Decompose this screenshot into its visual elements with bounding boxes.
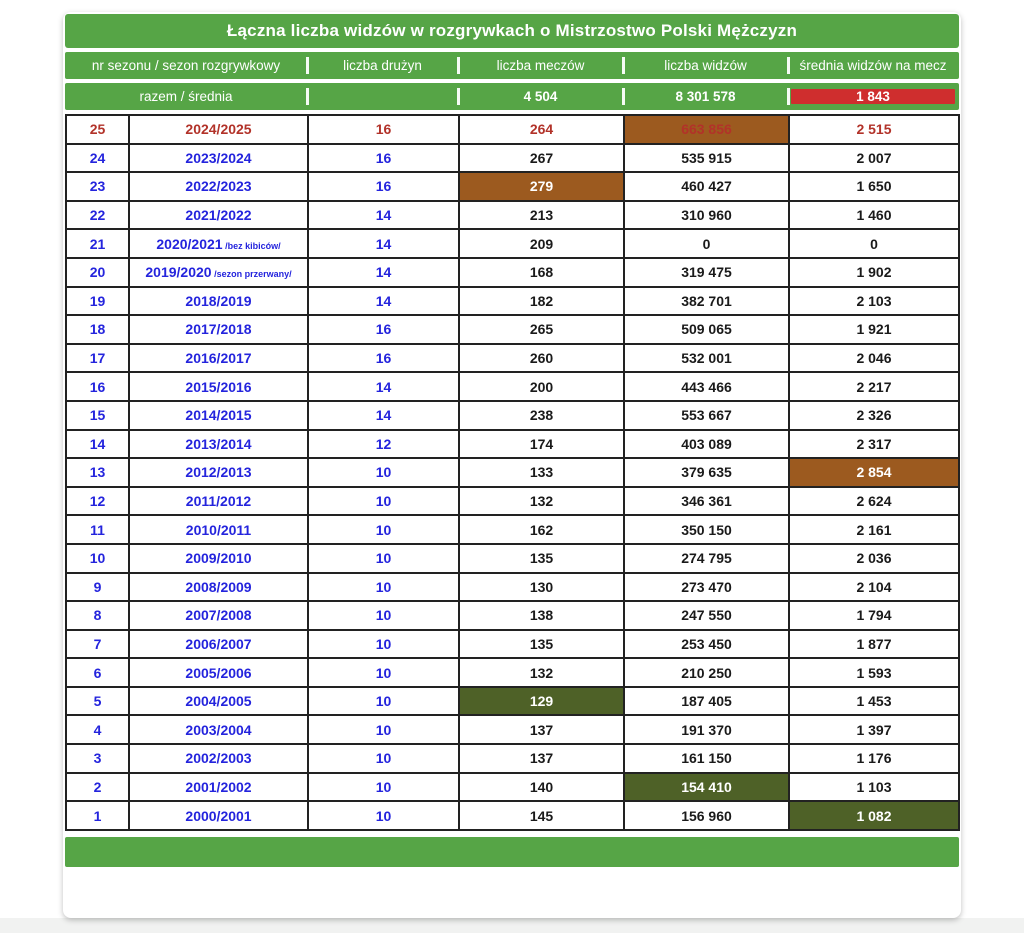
cell-teams: 12 [308, 430, 459, 459]
cell-season[interactable]: 2001/2002 [129, 773, 308, 802]
cell-avg: 1 902 [789, 258, 959, 287]
cell-teams: 10 [308, 601, 459, 630]
summary-teams [307, 83, 458, 110]
cell-season[interactable]: 2003/2004 [129, 715, 308, 744]
cell-avg: 1 794 [789, 601, 959, 630]
cell-nr[interactable]: 18 [66, 315, 129, 344]
cell-season[interactable]: 2018/2019 [129, 287, 308, 316]
cell-avg: 2 854 [789, 458, 959, 487]
cell-avg: 1 397 [789, 715, 959, 744]
cell-viewers: 553 667 [624, 401, 789, 430]
season-note: /bez kibiców/ [222, 240, 281, 251]
cell-nr[interactable]: 25 [66, 115, 129, 144]
cell-teams: 10 [308, 801, 459, 830]
table-row [66, 258, 959, 287]
cell-season[interactable]: 2002/2003 [129, 744, 308, 773]
table-title [65, 14, 959, 48]
cell-nr[interactable]: 19 [66, 287, 129, 316]
cell-teams: 14 [308, 201, 459, 230]
cell-nr[interactable]: 24 [66, 144, 129, 173]
cell-matches: 168 [459, 258, 624, 287]
cell-season[interactable]: 2005/2006 [129, 658, 308, 687]
cell-nr[interactable]: 4 [66, 715, 129, 744]
cell-season[interactable]: 2011/2012 [129, 487, 308, 516]
cell-nr[interactable]: 6 [66, 658, 129, 687]
cell-nr[interactable]: 8 [66, 601, 129, 630]
cell-season[interactable]: 2023/2024 [129, 144, 308, 173]
footer-bar [65, 837, 959, 867]
cell-viewers: 535 915 [624, 144, 789, 173]
cell-nr[interactable]: 22 [66, 201, 129, 230]
cell-season[interactable]: 2000/2001 [129, 801, 308, 830]
table-row [66, 372, 959, 401]
cell-season[interactable]: 2021/2022 [129, 201, 308, 230]
cell-teams: 10 [308, 658, 459, 687]
cell-nr[interactable]: 13 [66, 458, 129, 487]
cell-matches: 137 [459, 744, 624, 773]
cell-season[interactable]: 2015/2016 [129, 372, 308, 401]
cell-matches: 238 [459, 401, 624, 430]
cell-avg: 1 176 [789, 744, 959, 773]
cell-teams: 14 [308, 372, 459, 401]
table-row [66, 430, 959, 459]
cell-avg: 1 650 [789, 172, 959, 201]
cell-matches: 130 [459, 573, 624, 602]
season-label: 2019/2020 [145, 264, 212, 281]
cell-season[interactable]: 2024/2025 [129, 115, 308, 144]
cell-teams: 10 [308, 630, 459, 659]
cell-viewers: 191 370 [624, 715, 789, 744]
cell-season[interactable]: 2022/2023 [129, 172, 308, 201]
cell-teams: 16 [308, 344, 459, 373]
cell-nr[interactable]: 16 [66, 372, 129, 401]
cell-teams: 14 [308, 401, 459, 430]
cell-season[interactable] [129, 229, 308, 258]
cell-nr[interactable]: 21 [66, 229, 129, 258]
cell-viewers: 247 550 [624, 601, 789, 630]
table-row [66, 573, 959, 602]
cell-viewers: 187 405 [624, 687, 789, 716]
cell-teams: 10 [308, 687, 459, 716]
table-row [66, 687, 959, 716]
cell-matches: 137 [459, 715, 624, 744]
table-row [66, 487, 959, 516]
summary-row [65, 83, 959, 110]
table-row [66, 458, 959, 487]
cell-avg: 1 877 [789, 630, 959, 659]
cell-nr[interactable]: 9 [66, 573, 129, 602]
column-header-row [65, 52, 959, 79]
table-row [66, 544, 959, 573]
cell-matches: 135 [459, 544, 624, 573]
cell-nr[interactable]: 2 [66, 773, 129, 802]
cell-matches: 279 [459, 172, 624, 201]
cell-season[interactable]: 2013/2014 [129, 430, 308, 459]
cell-avg: 2 326 [789, 401, 959, 430]
cell-matches: 162 [459, 515, 624, 544]
table-row [66, 515, 959, 544]
cell-teams: 10 [308, 487, 459, 516]
cell-season[interactable]: 2010/2011 [129, 515, 308, 544]
cell-nr[interactable]: 14 [66, 430, 129, 459]
table-row [66, 801, 959, 830]
cell-season[interactable]: 2012/2013 [129, 458, 308, 487]
cell-matches: 260 [459, 344, 624, 373]
cell-avg: 2 104 [789, 573, 959, 602]
cell-viewers: 0 [624, 229, 789, 258]
cell-teams: 10 [308, 544, 459, 573]
cell-avg: 2 515 [789, 115, 959, 144]
table-row [66, 658, 959, 687]
cell-avg: 1 921 [789, 315, 959, 344]
header-teams: liczba drużyn [307, 52, 458, 79]
cell-avg: 2 007 [789, 144, 959, 173]
cell-avg: 1 082 [789, 801, 959, 830]
cell-avg: 2 624 [789, 487, 959, 516]
cell-matches: 135 [459, 630, 624, 659]
attendance-table-card [63, 12, 961, 918]
summary-avg-cell [788, 83, 958, 110]
cell-teams: 10 [308, 458, 459, 487]
header-season-group: nr sezonu / sezon rozgrywkowy [91, 58, 281, 73]
cell-teams: 10 [308, 715, 459, 744]
cell-teams: 14 [308, 287, 459, 316]
cell-season[interactable]: 2014/2015 [129, 401, 308, 430]
cell-avg: 2 161 [789, 515, 959, 544]
cell-viewers: 319 475 [624, 258, 789, 287]
cell-avg: 1 460 [789, 201, 959, 230]
header-viewers: liczba widzów [623, 52, 788, 79]
cell-viewers: 350 150 [624, 515, 789, 544]
table-row [66, 630, 959, 659]
cell-matches: 132 [459, 658, 624, 687]
table-row [66, 601, 959, 630]
cell-nr[interactable]: 5 [66, 687, 129, 716]
cell-season[interactable] [129, 258, 308, 287]
cell-matches: 133 [459, 458, 624, 487]
cell-avg: 1 103 [789, 773, 959, 802]
cell-nr[interactable]: 11 [66, 515, 129, 544]
cell-viewers: 310 960 [624, 201, 789, 230]
table-row [66, 773, 959, 802]
cell-season[interactable]: 2016/2017 [129, 344, 308, 373]
season-label: 2020/2021 [156, 235, 223, 252]
cell-viewers: 663 856 [624, 115, 789, 144]
cell-viewers: 161 150 [624, 744, 789, 773]
cell-avg: 1 593 [789, 658, 959, 687]
cell-teams: 16 [308, 115, 459, 144]
cell-avg: 2 046 [789, 344, 959, 373]
cell-matches: 174 [459, 430, 624, 459]
table-row [66, 172, 959, 201]
cell-matches: 138 [459, 601, 624, 630]
season-table [65, 114, 960, 831]
cell-matches: 267 [459, 144, 624, 173]
cell-season[interactable]: 2008/2009 [129, 573, 308, 602]
cell-viewers: 210 250 [624, 658, 789, 687]
cell-teams: 10 [308, 744, 459, 773]
cell-nr[interactable]: 12 [66, 487, 129, 516]
table-row [66, 315, 959, 344]
table-row [66, 229, 959, 258]
cell-viewers: 460 427 [624, 172, 789, 201]
cell-matches: 265 [459, 315, 624, 344]
cell-viewers: 532 001 [624, 344, 789, 373]
page-bottom-strip [0, 918, 1024, 933]
cell-viewers: 382 701 [624, 287, 789, 316]
season-table-body [66, 115, 959, 830]
cell-matches: 200 [459, 372, 624, 401]
cell-viewers: 154 410 [624, 773, 789, 802]
cell-viewers: 156 960 [624, 801, 789, 830]
cell-teams: 10 [308, 573, 459, 602]
header-avg: średnia widzów na mecz [788, 52, 958, 79]
cell-nr[interactable]: 17 [66, 344, 129, 373]
cell-avg: 2 103 [789, 287, 959, 316]
table-row [66, 144, 959, 173]
cell-nr[interactable]: 15 [66, 401, 129, 430]
cell-teams: 14 [308, 258, 459, 287]
cell-viewers: 346 361 [624, 487, 789, 516]
cell-avg: 1 453 [789, 687, 959, 716]
cell-matches: 132 [459, 487, 624, 516]
season-note: /sezon przerwany/ [211, 269, 292, 280]
cell-nr[interactable]: 1 [66, 801, 129, 830]
cell-avg: 2 317 [789, 430, 959, 459]
cell-season[interactable]: 2004/2005 [129, 687, 308, 716]
cell-viewers: 273 470 [624, 573, 789, 602]
cell-matches: 209 [459, 229, 624, 258]
table-row [66, 287, 959, 316]
cell-matches: 213 [459, 201, 624, 230]
cell-teams: 14 [308, 229, 459, 258]
table-row [66, 401, 959, 430]
cell-avg: 0 [789, 229, 959, 258]
cell-season[interactable]: 2017/2018 [129, 315, 308, 344]
summary-avg-highlight: 1 843 [791, 89, 955, 104]
table-row [66, 715, 959, 744]
cell-viewers: 509 065 [624, 315, 789, 344]
cell-season[interactable]: 2007/2008 [129, 601, 308, 630]
cell-matches: 264 [459, 115, 624, 144]
cell-teams: 16 [308, 144, 459, 173]
cell-nr[interactable]: 23 [66, 172, 129, 201]
cell-nr[interactable]: 20 [66, 258, 129, 287]
summary-label: razem / średnia [139, 89, 233, 104]
table-row [66, 201, 959, 230]
cell-avg: 2 217 [789, 372, 959, 401]
cell-matches: 129 [459, 687, 624, 716]
cell-viewers: 443 466 [624, 372, 789, 401]
table-row [66, 744, 959, 773]
cell-nr[interactable]: 3 [66, 744, 129, 773]
cell-teams: 10 [308, 515, 459, 544]
cell-viewers: 379 635 [624, 458, 789, 487]
summary-viewers: 8 301 578 [623, 83, 788, 110]
cell-viewers: 253 450 [624, 630, 789, 659]
cell-season[interactable]: 2006/2007 [129, 630, 308, 659]
cell-season[interactable]: 2009/2010 [129, 544, 308, 573]
table-title-text: Łączna liczba widzów w rozgrywkach o Mistrzostwo Polski Mężczyzn [226, 21, 798, 40]
cell-teams: 10 [308, 773, 459, 802]
cell-matches: 145 [459, 801, 624, 830]
cell-teams: 16 [308, 315, 459, 344]
cell-nr[interactable]: 10 [66, 544, 129, 573]
table-row [66, 115, 959, 144]
cell-viewers: 274 795 [624, 544, 789, 573]
header-matches: liczba meczów [458, 52, 623, 79]
cell-avg: 2 036 [789, 544, 959, 573]
cell-viewers: 403 089 [624, 430, 789, 459]
cell-matches: 140 [459, 773, 624, 802]
table-row [66, 344, 959, 373]
summary-matches: 4 504 [458, 83, 623, 110]
cell-nr[interactable]: 7 [66, 630, 129, 659]
cell-matches: 182 [459, 287, 624, 316]
cell-teams: 16 [308, 172, 459, 201]
